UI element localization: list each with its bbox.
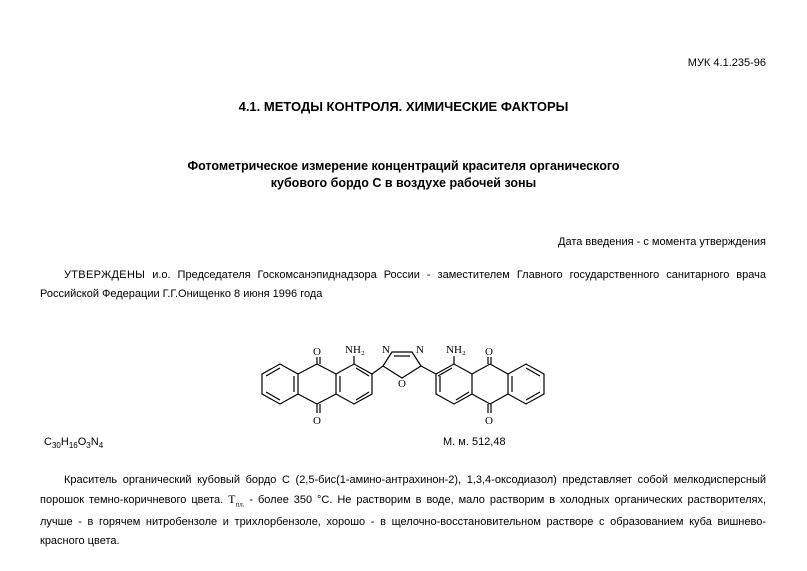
atom-o-right-bottom: O (485, 415, 493, 427)
document-number: МУК 4.1.235-96 (687, 57, 766, 69)
document-title (0, 158, 807, 192)
title-line-2: кубового бордо С в воздухе рабочей зоны (270, 176, 537, 190)
approval-label: УТВЕРЖДЕНЫ (64, 269, 146, 281)
molar-mass: М. м. 512,48 (443, 436, 506, 448)
atom-o-right-top: O (485, 346, 493, 358)
right-amino-ring (436, 364, 472, 404)
atom-o-left-top: O (313, 346, 321, 358)
melting-point-symbol: $T_{пл.}$ (228, 491, 245, 508)
approval-text: и.о. Председателя Госкомсанэпиднадзора России - заместителем Главного государственного санитарного врача Российской Федерации Г.Г.Онищенко 8 июня 1996 года (40, 269, 766, 300)
atom-n-right: N (416, 344, 424, 356)
molecular-formula: $C_{30}H_{16}O_3N_4$ (44, 436, 104, 451)
left-outer-ring (262, 364, 298, 404)
atom-o-left-bottom: O (313, 415, 321, 427)
description-paragraph: Краситель органический кубовый бордо С (2,5-бис(1-амино-антрахинон-2), 1,3,4-оксодиазол) представляет собой мелкодисперсный порошок темно-коричневого цвета. $T_{пл.}$ - более 350 °С. Не растворим в воде, мало растворим в холодных органических растворителях, лучше - в горячем нитробензоле и трихлорбензоле, хорошо - в щелочно-восстановительном растворе с образованием куба вишнево-красного цвета. (40, 474, 766, 547)
atom-nh2-right: NH₂ (446, 344, 466, 356)
right-outer-ring (508, 364, 544, 404)
title-line-1: Фотометрическое измерение концентраций красителя органического (187, 159, 620, 173)
section-title: 4.1. МЕТОДЫ КОНТРОЛЯ. ХИМИЧЕСКИЕ ФАКТОРЫ (238, 99, 569, 114)
atom-n-left: N (382, 344, 390, 356)
left-amino-ring (336, 364, 372, 404)
atom-nh2-left: NH₂ (345, 344, 365, 356)
approval-paragraph (40, 266, 766, 303)
effective-date: Дата введения - с момента утверждения (558, 236, 766, 248)
structural-formula (0, 330, 807, 440)
atom-o-ring: O (398, 378, 406, 390)
